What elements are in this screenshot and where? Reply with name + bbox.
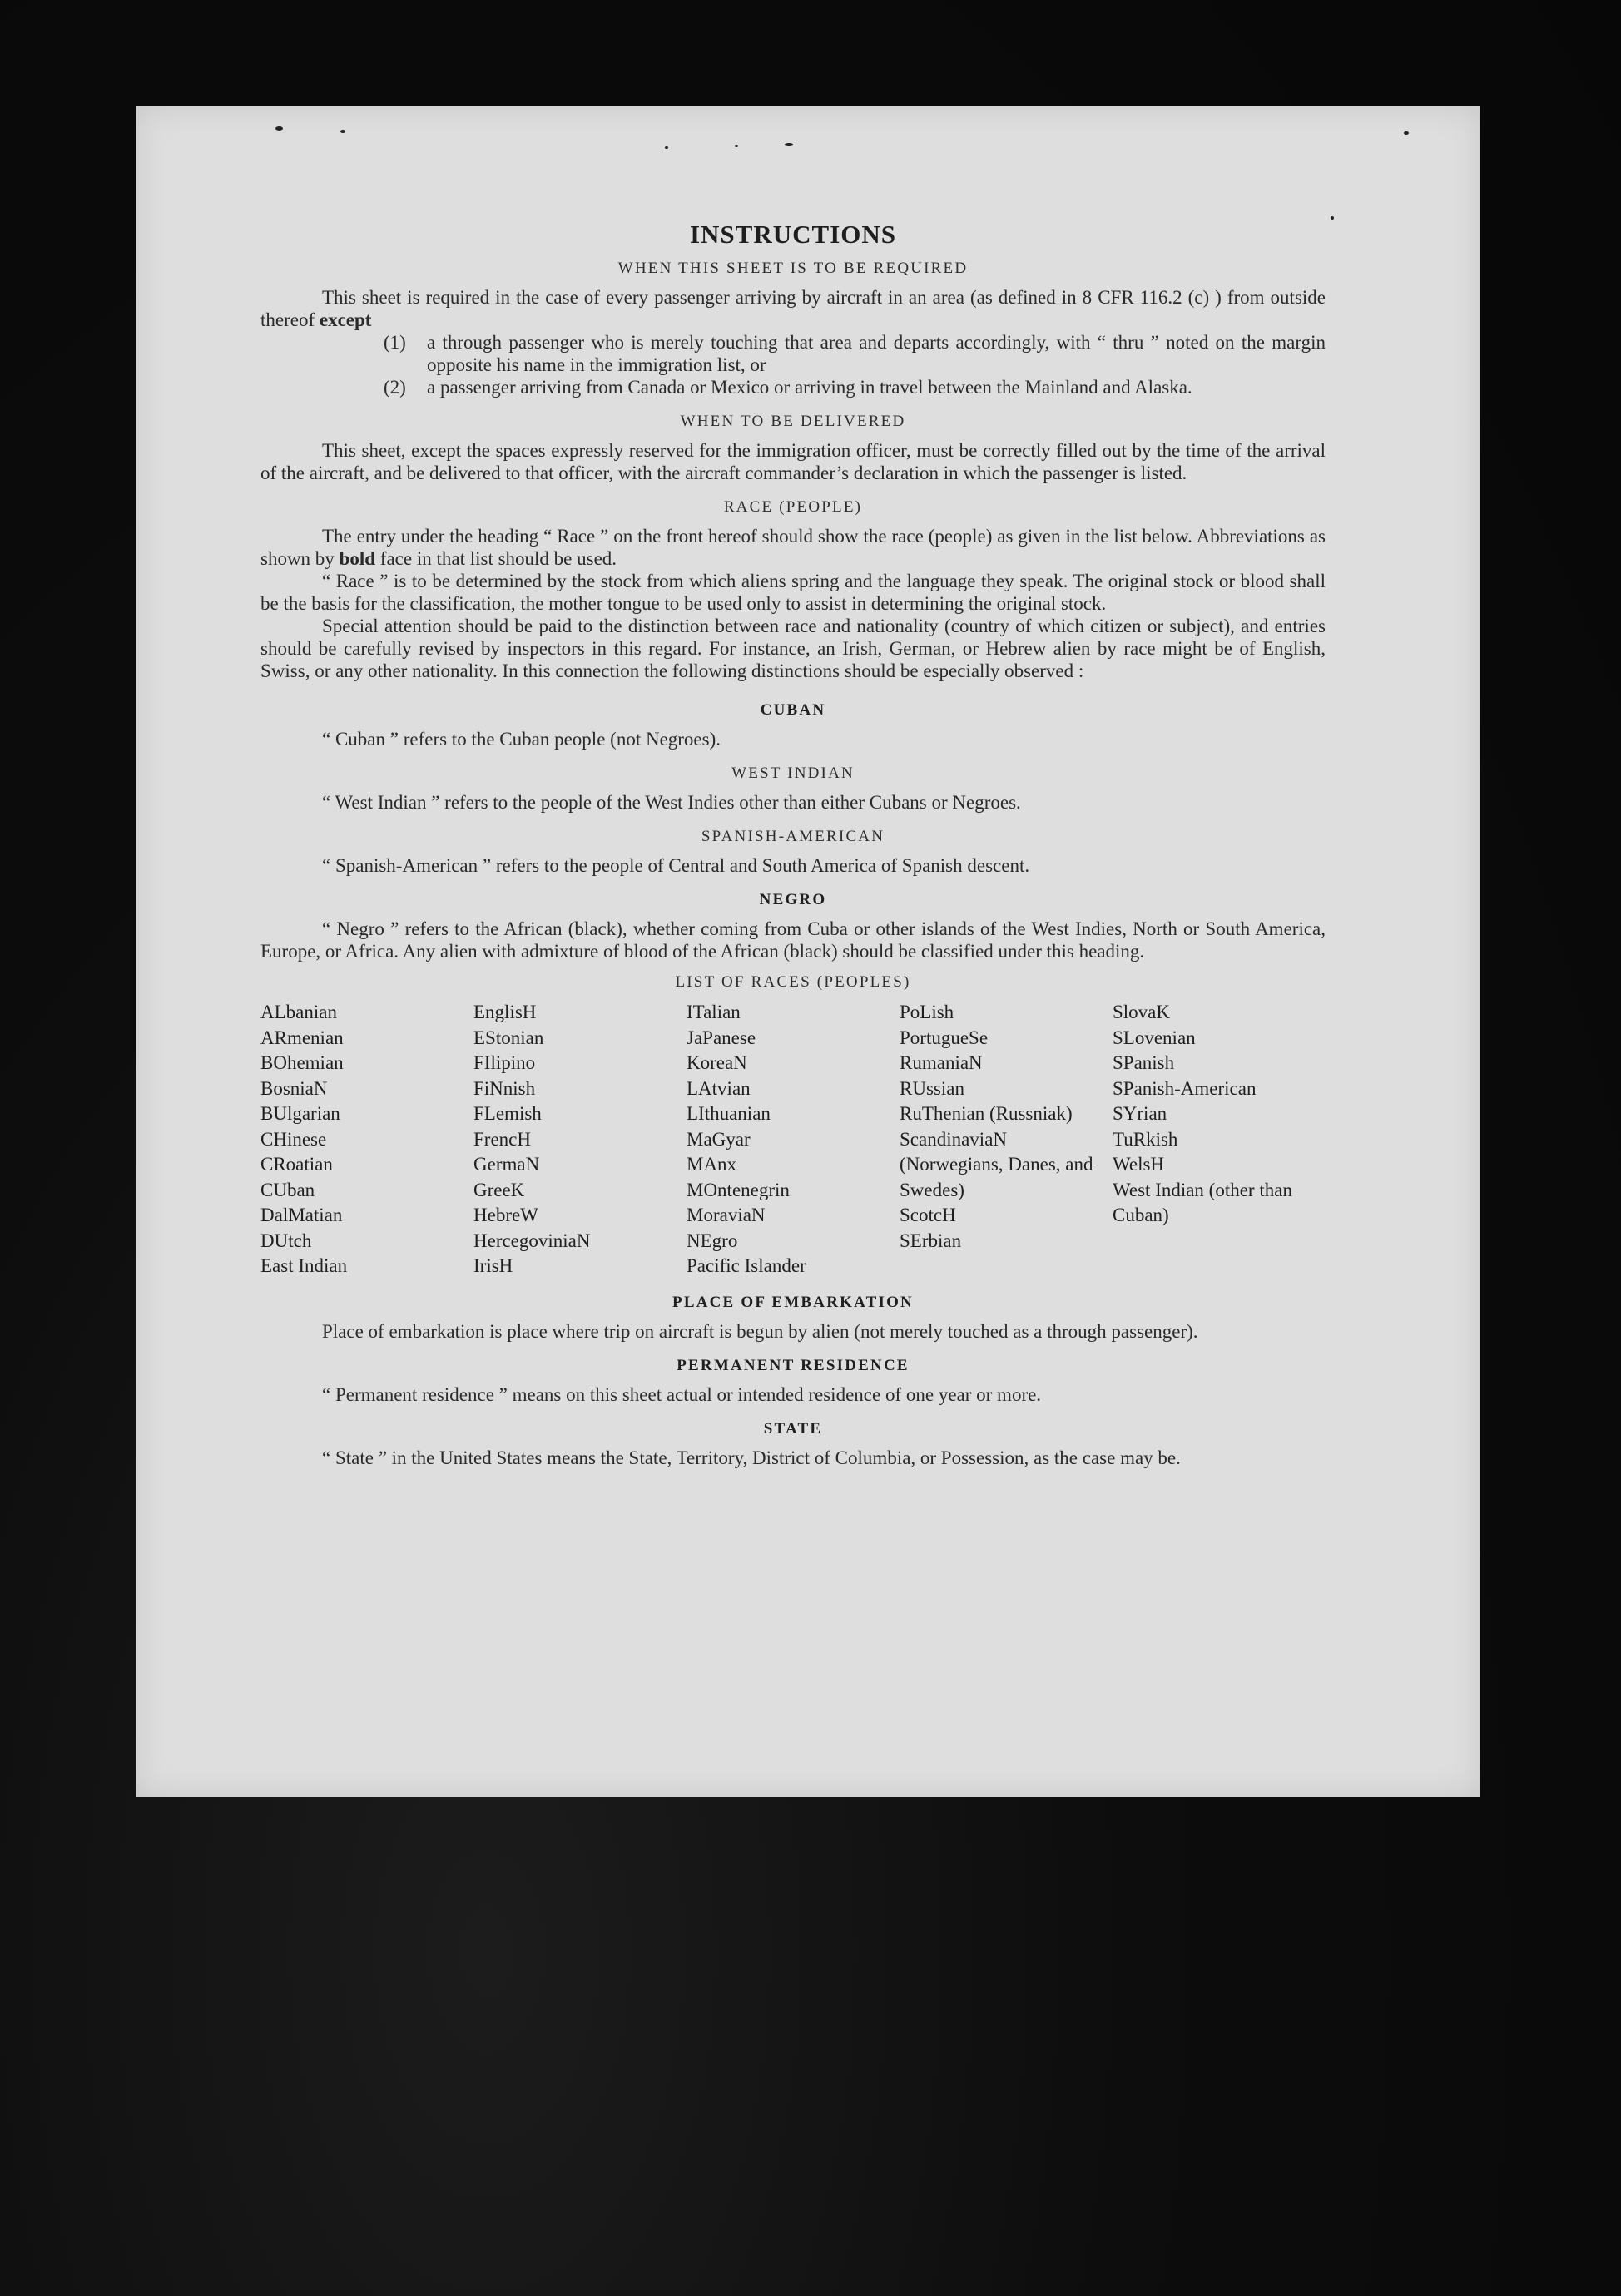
required-intro bbox=[260, 286, 1326, 331]
race-entry: CHinese bbox=[260, 1128, 327, 1150]
race-entry: HercegoviniaN bbox=[473, 1230, 591, 1251]
heading-race: RACE (PEOPLE) bbox=[723, 498, 863, 516]
speck bbox=[735, 145, 738, 147]
race-entry: ScotcH bbox=[900, 1205, 956, 1225]
heading-west-indian: WEST INDIAN bbox=[731, 765, 855, 782]
required-item-2 bbox=[260, 376, 1326, 398]
heading-when-delivered: WHEN TO BE DELIVERED bbox=[680, 413, 906, 430]
cuban-text: “ Cuban ” refers to the Cuban people (not Negroes). bbox=[322, 729, 721, 750]
race-entry: WelsH bbox=[1113, 1154, 1165, 1175]
race-entry: MaGyar bbox=[687, 1128, 751, 1150]
race-entry: East Indian bbox=[260, 1255, 348, 1276]
race-entry: TuRkish bbox=[1113, 1128, 1178, 1150]
west-indian-text: “ West Indian ” refers to the people of the West Indies other than either Cubans or Negroes. bbox=[322, 792, 1021, 813]
race-entry: FIlipino bbox=[473, 1052, 536, 1073]
race-entry: JaPanese bbox=[687, 1027, 756, 1048]
speck bbox=[1404, 131, 1409, 135]
delivered-text: This sheet, except the spaces expressly reserved for the immigration officer, must be correctly filled out by the time of the arrival of the aircraft, and be delivered to that officer, with the aircraft commander’s declaration in which the passenger is listed. bbox=[260, 440, 1326, 483]
heading-state: STATE bbox=[763, 1419, 823, 1437]
race-entry: CRoatian bbox=[260, 1154, 333, 1175]
heading-list-of-races: LIST OF RACES (PEOPLES) bbox=[675, 973, 911, 991]
race-para-3: Special attention should be paid to the distinction between race and nationality (country of which citizen or subject), and entries should be carefully revised by inspectors in this regard. For instance, an Irish, German, or Hebrew alien by race might be of English, Swiss, or any other nationality. In this connection the following distinctions should be especially observed : bbox=[260, 616, 1326, 681]
item-number: (2) bbox=[384, 377, 406, 398]
race-para-1-bold: bold bbox=[339, 548, 376, 569]
race-entry: RUssian bbox=[900, 1077, 964, 1099]
item-number: (1) bbox=[384, 332, 406, 353]
race-entry: MoraviaN bbox=[687, 1205, 766, 1225]
race-entry: DUtch bbox=[260, 1230, 312, 1251]
race-entry: ARmenian bbox=[260, 1027, 344, 1048]
race-para-1b: face in that list should be used. bbox=[379, 548, 617, 569]
required-intro-except: except bbox=[319, 309, 372, 330]
race-entry: FLemish bbox=[473, 1103, 542, 1124]
race-entry: DalMatian bbox=[260, 1205, 343, 1225]
heading-cuban: CUBAN bbox=[760, 701, 826, 719]
race-entry: LIthuanian bbox=[687, 1103, 771, 1124]
race-entry: GreeK bbox=[473, 1179, 525, 1200]
race-entry: BOhemian bbox=[260, 1052, 344, 1073]
race-entry: MOntenegrin bbox=[687, 1179, 790, 1200]
spanish-american-text: “ Spanish-American ” refers to the people of Central and South America of Spanish descent. bbox=[322, 855, 1030, 876]
heading-permanent-residence: PERMANENT RESIDENCE bbox=[677, 1356, 910, 1374]
instructions-body bbox=[260, 220, 1326, 1469]
race-entry: HebreW bbox=[473, 1205, 538, 1225]
race-entry: BosniaN bbox=[260, 1077, 328, 1099]
item-text: a passenger arriving from Canada or Mexico or arriving in travel between the Mainland and Alaska. bbox=[427, 377, 1192, 398]
race-entry: ScandinaviaN (Norwegians, Danes, and Swedes) bbox=[900, 1128, 1093, 1200]
required-item-1 bbox=[260, 331, 1326, 376]
race-entry: SPanish bbox=[1113, 1052, 1175, 1073]
race-entry: RumaniaN bbox=[900, 1052, 983, 1073]
race-entry: Pacific Islander bbox=[687, 1255, 806, 1276]
race-entry: KoreaN bbox=[687, 1052, 747, 1073]
page-title: INSTRUCTIONS bbox=[689, 220, 896, 249]
race-para-2: “ Race ” is to be determined by the stock from which aliens spring and the language they speak. The original stock or blood shall be the basis for the classification, the mother tongue to be used only to assist in determining the original stock. bbox=[260, 571, 1326, 614]
race-entry: LAtvian bbox=[687, 1077, 751, 1099]
speck bbox=[785, 143, 793, 146]
races-column-1 bbox=[260, 1000, 473, 1279]
race-entry: West Indian (other than Cuban) bbox=[1113, 1179, 1292, 1225]
race-entry: GermaN bbox=[473, 1154, 540, 1175]
race-entry: SYrian bbox=[1113, 1103, 1167, 1124]
residence-text: “ Permanent residence ” means on this sheet actual or intended residence of one year or more. bbox=[322, 1383, 1042, 1405]
races-column-2 bbox=[473, 1000, 687, 1279]
race-para-1a: The entry under the heading “ Race ” on the front hereof should show the race (people) as given in the list below. Abbreviations as shown by bbox=[260, 526, 1326, 569]
race-entry: SlovaK bbox=[1113, 1002, 1170, 1022]
state-text: “ State ” in the United States means the State, Territory, District of Columbia, or Possession, as the case may be. bbox=[322, 1447, 1181, 1468]
race-para-1 bbox=[260, 525, 1326, 570]
race-entry: FiNnish bbox=[473, 1077, 536, 1099]
race-entry: IrisH bbox=[473, 1255, 513, 1276]
races-column-4 bbox=[900, 1000, 1113, 1279]
speck bbox=[1331, 216, 1334, 220]
race-entry: BUlgarian bbox=[260, 1103, 340, 1124]
race-entry: RuThenian (Russniak) bbox=[900, 1103, 1073, 1124]
speck bbox=[665, 146, 668, 149]
race-entry: SLovenian bbox=[1113, 1027, 1196, 1048]
race-entry: EnglisH bbox=[473, 1002, 537, 1022]
race-entry: NEgro bbox=[687, 1230, 738, 1251]
heading-when-required: WHEN THIS SHEET IS TO BE REQUIRED bbox=[617, 260, 969, 277]
race-entry: FrencH bbox=[473, 1128, 531, 1150]
race-entry: MAnx bbox=[687, 1154, 737, 1175]
heading-negro: NEGRO bbox=[759, 891, 827, 908]
race-entry: PoLish bbox=[900, 1002, 954, 1022]
race-entry: SErbian bbox=[900, 1230, 962, 1251]
document-page bbox=[136, 106, 1480, 1797]
race-entry: ITalian bbox=[687, 1002, 741, 1022]
speck bbox=[340, 130, 345, 133]
heading-place-of-embarkation: PLACE OF EMBARKATION bbox=[672, 1293, 914, 1311]
races-column-5 bbox=[1113, 1000, 1326, 1279]
races-column-3 bbox=[687, 1000, 900, 1279]
races-table bbox=[260, 1000, 1326, 1279]
race-entry: EStonian bbox=[473, 1027, 544, 1048]
required-intro-text: This sheet is required in the case of every passenger arriving by aircraft in an area (as defined in 8 CFR 116.2 (c) ) from outside thereof bbox=[260, 287, 1326, 330]
race-entry: CUban bbox=[260, 1179, 315, 1200]
race-entry: PortugueSe bbox=[900, 1027, 989, 1048]
race-entry: SPanish-American bbox=[1113, 1077, 1257, 1099]
heading-spanish-american: SPANISH-AMERICAN bbox=[701, 828, 885, 845]
speck bbox=[275, 126, 283, 131]
embarkation-text: Place of embarkation is place where trip on aircraft is begun by alien (not merely touched as a through passenger). bbox=[322, 1320, 1198, 1342]
negro-text: “ Negro ” refers to the African (black), whether coming from Cuba or other islands of the West Indies, North or South America, Europe, or Africa. Any alien with admixture of blood of the African (black) should be classified under this heading. bbox=[260, 918, 1326, 962]
race-entry: ALbanian bbox=[260, 1002, 337, 1022]
item-text: a through passenger who is merely touching that area and departs accordingly, with “ thru ” noted on the margin opposite his name in the immigration list, or bbox=[427, 332, 1326, 375]
